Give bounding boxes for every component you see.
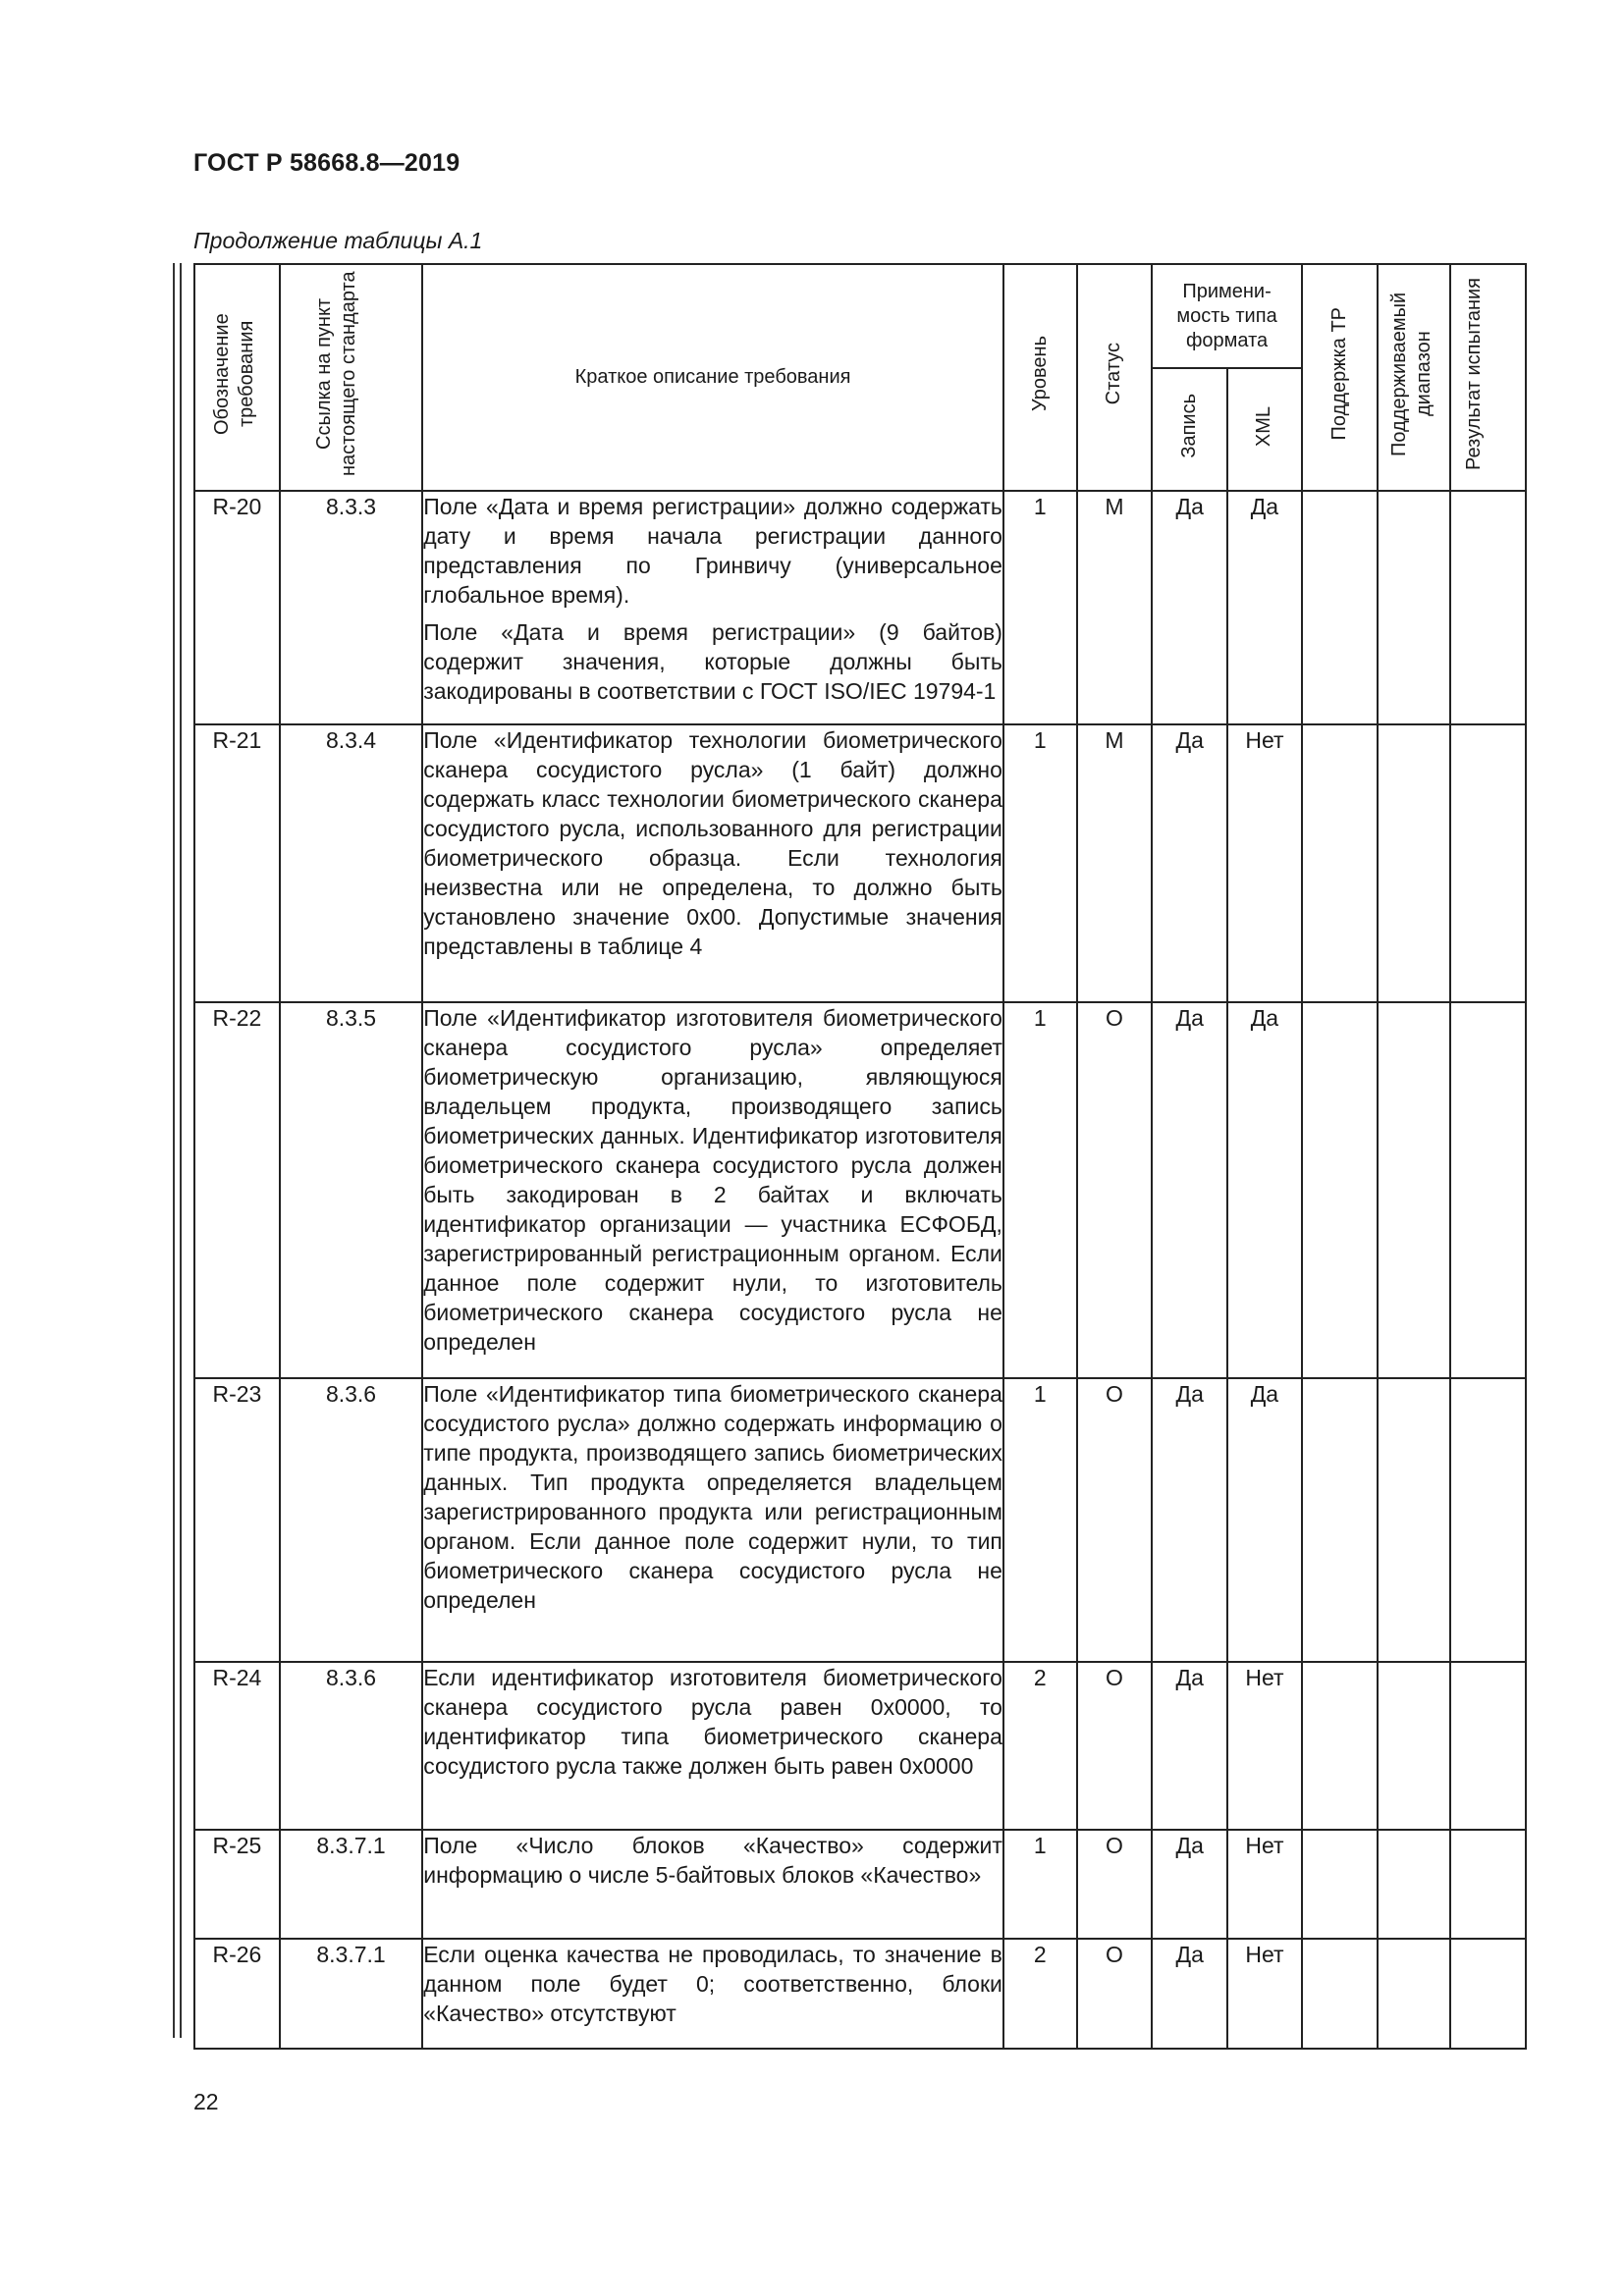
cell-ref: 8.3.7.1 xyxy=(280,1830,422,1939)
cell-range xyxy=(1378,1002,1451,1378)
cell-record: Да xyxy=(1152,1939,1227,2049)
cell-status: М xyxy=(1077,491,1153,724)
cell-ref: 8.3.4 xyxy=(280,724,422,1002)
margin-rule xyxy=(173,263,175,2038)
cell-record: Да xyxy=(1152,1830,1227,1939)
cell-level: 1 xyxy=(1003,1002,1077,1378)
cell-record: Да xyxy=(1152,724,1227,1002)
header-desc: Краткое описание требования xyxy=(422,264,1003,491)
header-result: Результат испытания xyxy=(1450,264,1526,491)
cell-xml: Нет xyxy=(1227,724,1302,1002)
cell-id: R-25 xyxy=(194,1830,280,1939)
cell-xml: Да xyxy=(1227,1002,1302,1378)
cell-tr-support xyxy=(1302,1939,1378,2049)
cell-desc: Поле «Дата и время регистрации» должно содержать дату и время начала регистрации данного представления по Гринвичу (универсальное глобальное время). Поле «Дата и время регистрации» (9 байтов) содержит значения, которые должны быть закодированы в соответствии с ГОСТ ISO/IEC 19794-1 xyxy=(422,491,1003,724)
cell-id: R-22 xyxy=(194,1002,280,1378)
table-header-row xyxy=(194,264,1526,368)
header-tr-support: Поддержка ТР xyxy=(1302,264,1378,491)
table-row xyxy=(194,1939,1526,2049)
cell-tr-support xyxy=(1302,724,1378,1002)
cell-xml: Да xyxy=(1227,1378,1302,1662)
cell-result xyxy=(1450,491,1526,724)
cell-tr-support xyxy=(1302,1378,1378,1662)
cell-ref: 8.3.6 xyxy=(280,1662,422,1830)
requirements-table xyxy=(193,263,1527,2050)
header-range: Поддерживаемый диапазон xyxy=(1378,264,1451,491)
cell-result xyxy=(1450,1002,1526,1378)
cell-level: 2 xyxy=(1003,1662,1077,1830)
margin-rule xyxy=(180,263,182,2038)
cell-status: О xyxy=(1077,1939,1153,2049)
cell-id: R-26 xyxy=(194,1939,280,2049)
cell-tr-support xyxy=(1302,1662,1378,1830)
cell-id: R-21 xyxy=(194,724,280,1002)
cell-record: Да xyxy=(1152,491,1227,724)
cell-range xyxy=(1378,1378,1451,1662)
header-level: Уровень xyxy=(1003,264,1077,491)
table-row xyxy=(194,1662,1526,1830)
cell-status: О xyxy=(1077,1378,1153,1662)
header-xml: XML xyxy=(1227,368,1302,491)
cell-ref: 8.3.3 xyxy=(280,491,422,724)
table-row xyxy=(194,724,1526,1002)
cell-record: Да xyxy=(1152,1662,1227,1830)
table-row xyxy=(194,1002,1526,1378)
cell-record: Да xyxy=(1152,1378,1227,1662)
cell-level: 1 xyxy=(1003,724,1077,1002)
cell-result xyxy=(1450,1662,1526,1830)
table-row xyxy=(194,1378,1526,1662)
cell-result xyxy=(1450,724,1526,1002)
header-id: Обозначение требования xyxy=(194,264,280,491)
table-row xyxy=(194,1830,1526,1939)
cell-tr-support xyxy=(1302,1002,1378,1378)
cell-desc: Поле «Идентификатор изготовителя биометрического сканера сосудистого русла» определяет биометрическую организацию, являющуюся владельцем продукта, производящего запись биометрических данных. Идентификатор изготовителя биометрического сканера сосудистого русла должен быть закодирован в 2 байтах и включать идентификатор организации — участника ЕСФОБД, зарегистрированный регистрационным органом. Если данное поле содержит нули, то изготовитель биометрического сканера сосудистого русла не определен xyxy=(422,1002,1003,1378)
cell-status: О xyxy=(1077,1662,1153,1830)
table-row xyxy=(194,491,1526,724)
cell-status: О xyxy=(1077,1002,1153,1378)
cell-ref: 8.3.6 xyxy=(280,1378,422,1662)
cell-result xyxy=(1450,1939,1526,2049)
cell-result xyxy=(1450,1378,1526,1662)
cell-xml: Нет xyxy=(1227,1939,1302,2049)
cell-range xyxy=(1378,491,1451,724)
cell-level: 1 xyxy=(1003,1378,1077,1662)
document-title: ГОСТ Р 58668.8—2019 xyxy=(193,149,460,177)
cell-xml: Нет xyxy=(1227,1830,1302,1939)
cell-status: М xyxy=(1077,724,1153,1002)
cell-range xyxy=(1378,1830,1451,1939)
cell-range xyxy=(1378,1939,1451,2049)
cell-status: О xyxy=(1077,1830,1153,1939)
cell-ref: 8.3.5 xyxy=(280,1002,422,1378)
cell-desc: Поле «Идентификатор типа биометрического сканера сосудистого русла» должно содержать информацию о типе продукта, производящего запись биометрических данных. Тип продукта определяется владельцем зарегистрированного продукта или регистрационным органом. Если данное поле содержит нули, то тип биометрического сканера сосудистого русла не определен xyxy=(422,1378,1003,1662)
cell-level: 1 xyxy=(1003,1830,1077,1939)
header-record: Запись xyxy=(1152,368,1227,491)
cell-record: Да xyxy=(1152,1002,1227,1378)
page-number: 22 xyxy=(193,2089,219,2114)
header-status: Статус xyxy=(1077,264,1153,491)
cell-range xyxy=(1378,1662,1451,1830)
cell-tr-support xyxy=(1302,491,1378,724)
cell-id: R-23 xyxy=(194,1378,280,1662)
cell-desc: Если оценка качества не проводилась, то значение в данном поле будет 0; соответственно, блоки «Качество» отсутствуют xyxy=(422,1939,1003,2049)
cell-id: R-24 xyxy=(194,1662,280,1830)
header-applicability: Примени-мость типа формата xyxy=(1152,264,1301,368)
cell-level: 2 xyxy=(1003,1939,1077,2049)
cell-xml: Нет xyxy=(1227,1662,1302,1830)
cell-desc: Поле «Идентификатор технологии биометрического сканера сосудистого русла» (1 байт) должно содержать класс технологии биометрического сканера сосудистого русла, использованного для регистрации биометрического образца. Если технология неизвестна или не определена, то должно быть установлено значение 0x00. Допустимые значения представлены в таблице 4 xyxy=(422,724,1003,1002)
cell-desc: Если идентификатор изготовителя биометрического сканера сосудистого русла равен 0x0000, то идентификатор типа биометрического сканера сосудистого русла также должен быть равен 0x0000 xyxy=(422,1662,1003,1830)
header-ref: Ссылка на пункт настоящего стандарта xyxy=(280,264,422,491)
table-caption: Продолжение таблицы А.1 xyxy=(193,228,483,253)
cell-desc: Поле «Число блоков «Качество» содержит информацию о числе 5-байтовых блоков «Качество» xyxy=(422,1830,1003,1939)
cell-xml: Да xyxy=(1227,491,1302,724)
cell-level: 1 xyxy=(1003,491,1077,724)
cell-ref: 8.3.7.1 xyxy=(280,1939,422,2049)
cell-range xyxy=(1378,724,1451,1002)
cell-tr-support xyxy=(1302,1830,1378,1939)
cell-result xyxy=(1450,1830,1526,1939)
cell-id: R-20 xyxy=(194,491,280,724)
